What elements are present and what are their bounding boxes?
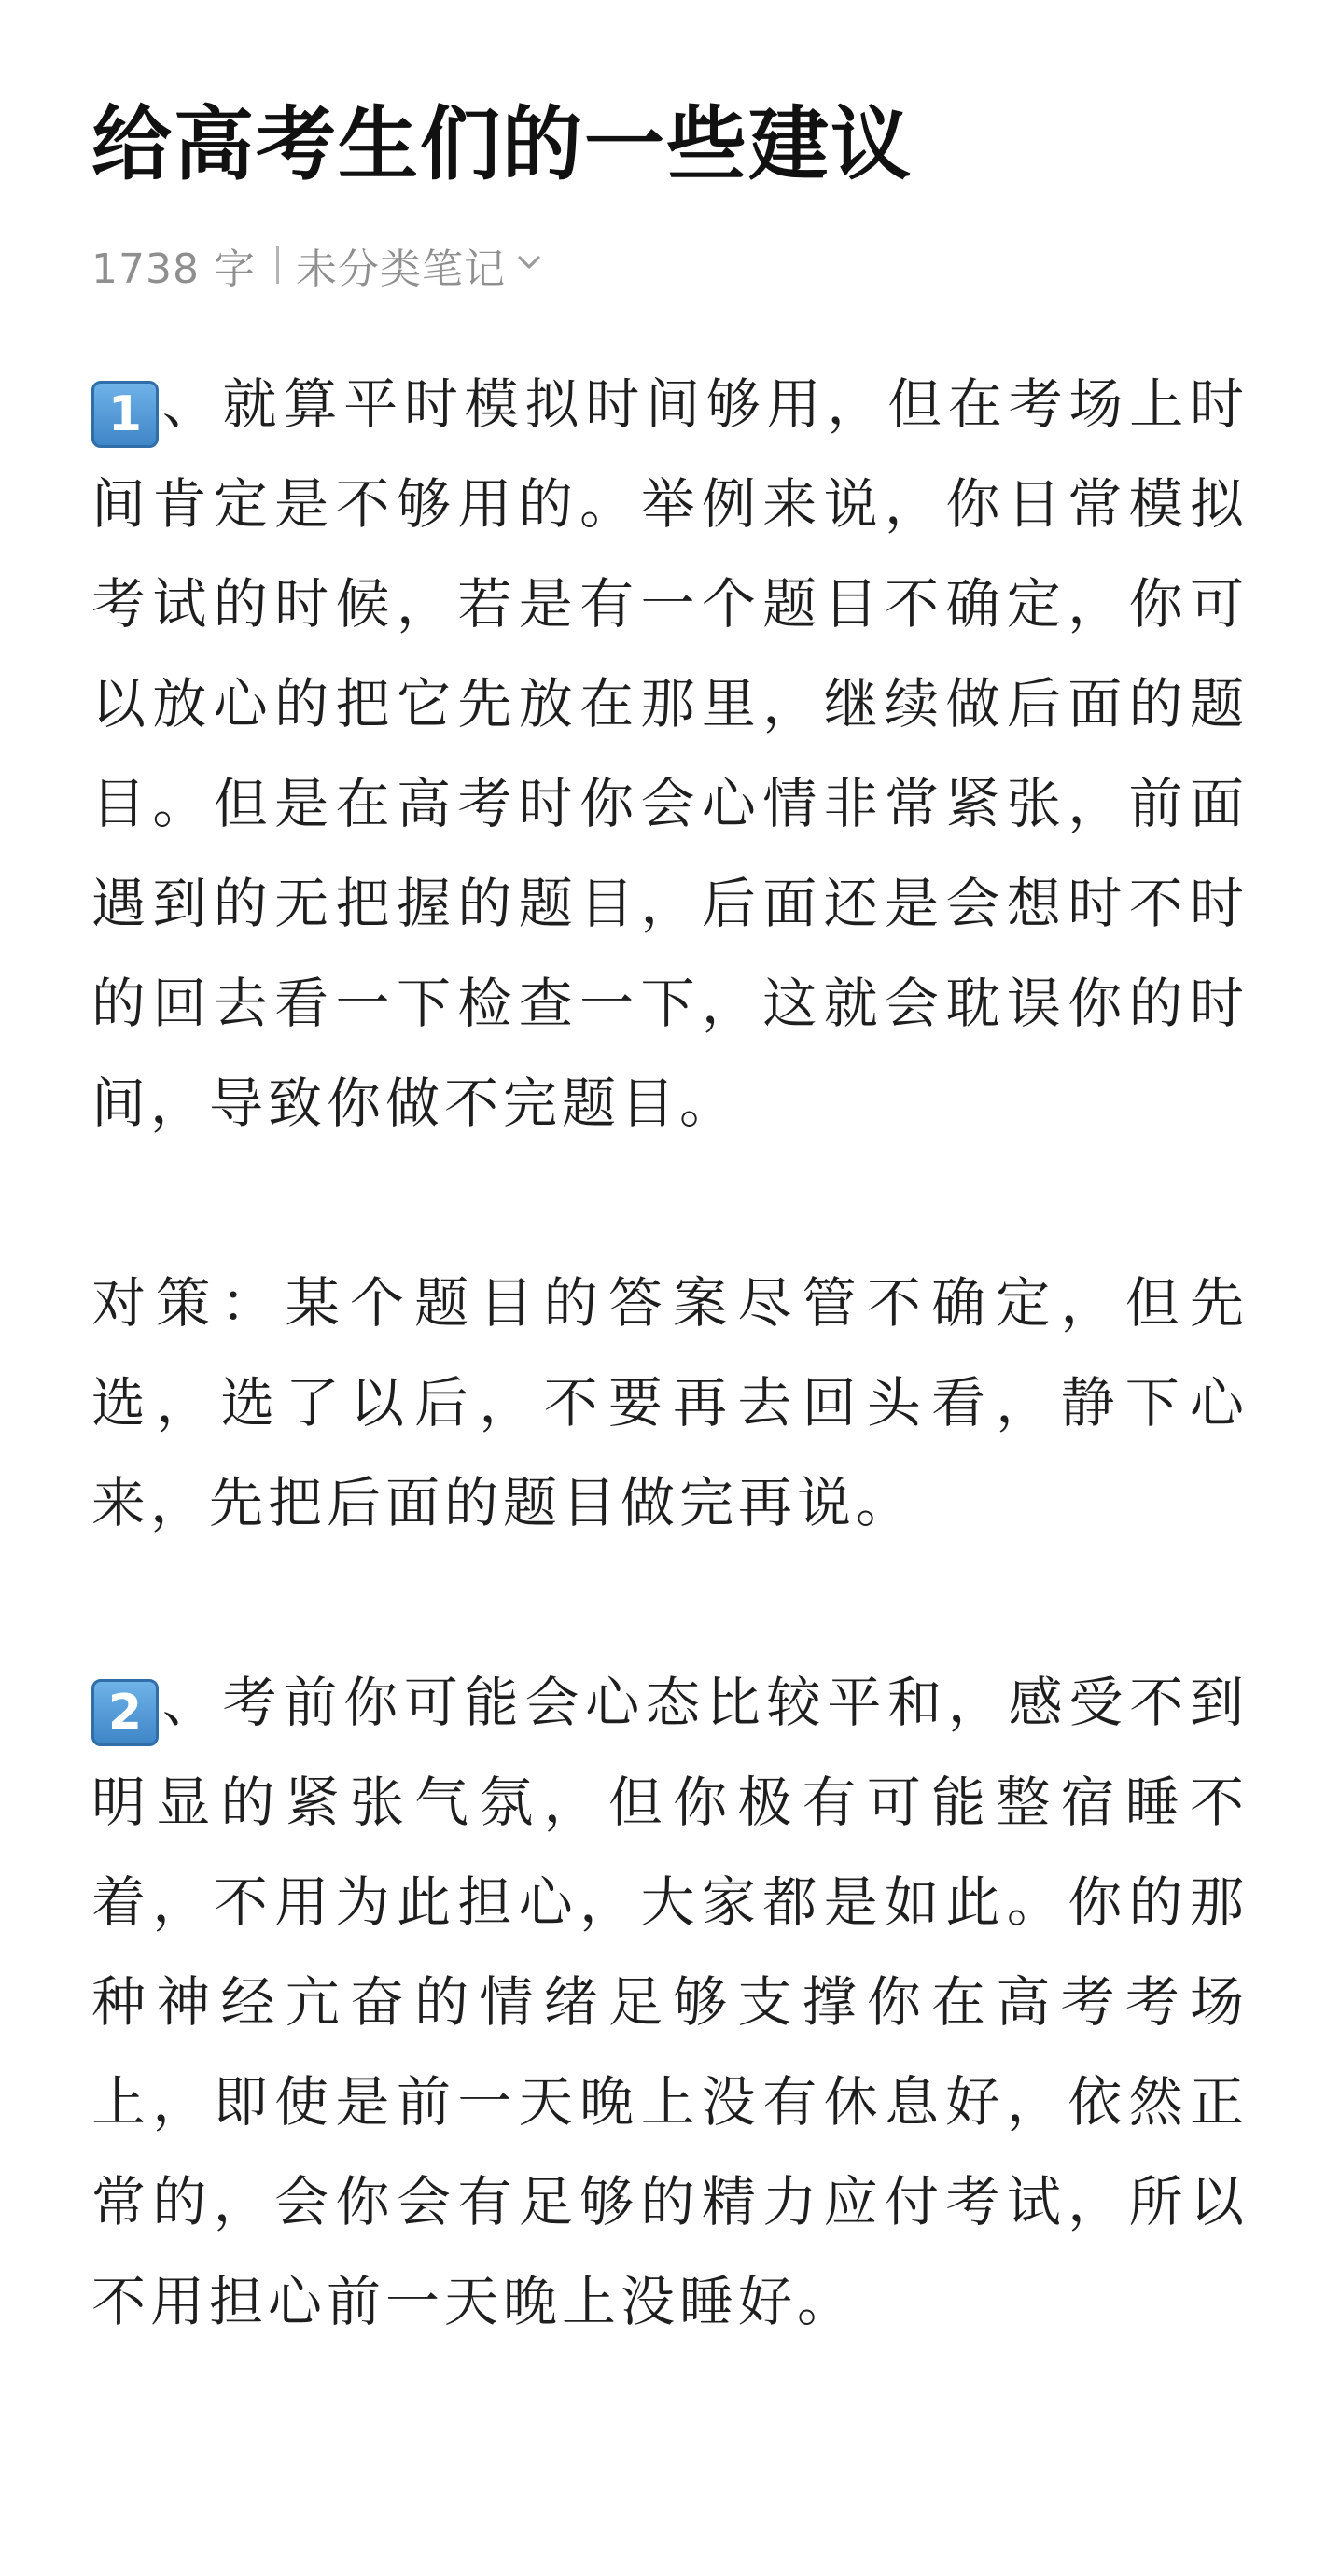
- note-title: 给高考生们的一些建议: [91, 98, 913, 191]
- category-label: 未分类笔记: [295, 245, 506, 293]
- word-count: 1738 字: [91, 245, 256, 293]
- meta-divider: [276, 246, 279, 284]
- keycap-two-icon: 2: [91, 1679, 159, 1746]
- note-meta: [91, 237, 1249, 293]
- keycap-one-icon: 1: [91, 381, 159, 448]
- paragraph-text: 对策：某个题目的答案尽管不确定，但先选，选了以后，不要再去回头看，静下心来，先把后面的题目做完再说。: [91, 1271, 1249, 1534]
- paragraph-tip-1: [91, 355, 1249, 1154]
- paragraph-strategy: [91, 1253, 1249, 1553]
- paragraph-text: 、就算平时模拟时间够用，但在考场上时间肯定是不够用的。举例来说，你日常模拟考试的时候，若是有一个题目不确定，你可以放心的把它先放在那里，继续做后面的题目。但是在高考时你会心情非常紧张，前面遇到的无把握的题目，后面还是会想时不时的回去看一下检查一下，这就会耽误你的时间，导致你做不完题目。: [91, 372, 1249, 1135]
- paragraph-tip-2: [91, 1653, 1249, 2352]
- note-body: [91, 355, 1249, 2352]
- paragraph-text: 、考前你可能会心态比较平和，感受不到明显的紧张气氛，但你极有可能整宿睡不着，不用为此担心，大家都是如此。你的那种神经亢奋的情绪足够支撑你在高考考场上，即使是前一天晚上没有休息好，依然正常的，会你会有足够的精力应付考试，所以不用担心前一天晚上没睡好。: [91, 1671, 1249, 2333]
- chevron-down-icon: [515, 248, 543, 276]
- category-selector[interactable]: [296, 235, 543, 295]
